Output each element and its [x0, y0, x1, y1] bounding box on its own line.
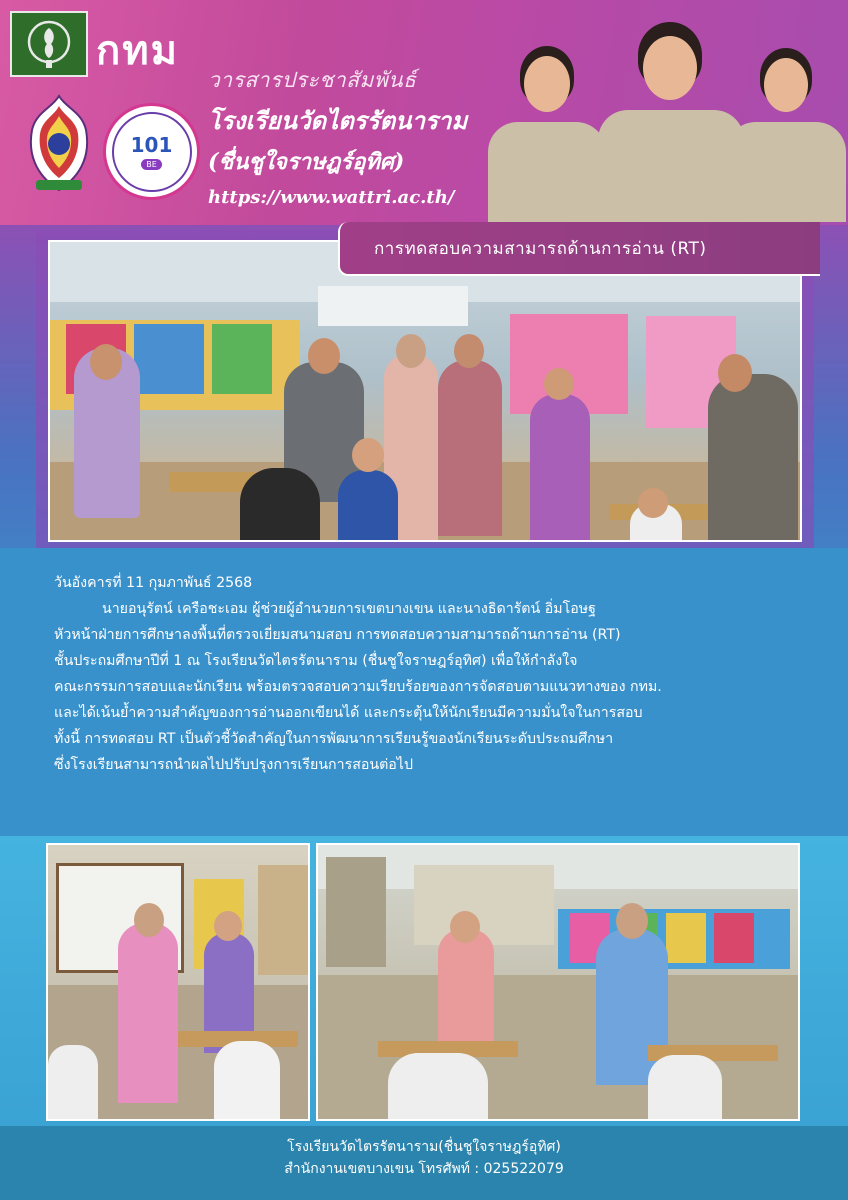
- project-logo-inner: [112, 112, 192, 192]
- title-block: [208, 64, 467, 208]
- school-name: โรงเรียนวัดไตรรัตนาราม: [208, 106, 468, 135]
- article-line: ทั้งนี้ การทดสอบ RT เป็นตัวชี้วัดสำคัญในการพัฒนาการเรียนรู้ของนักเรียนระดับประถมศึกษา: [54, 731, 614, 747]
- article-line: และได้เน้นย้ำความสำคัญของการอ่านออกเขียนได้ และกระตุ้นให้นักเรียนมีความมั่นใจในการสอบ: [54, 705, 643, 721]
- main-photo-classroom-visit: [48, 240, 802, 542]
- staff-portrait-center: [598, 22, 744, 222]
- project-logo-badge: BE: [141, 159, 162, 170]
- emblem-icon: [25, 18, 73, 70]
- topic-banner: การทดสอบความสามารถด้านการอ่าน (RT): [338, 222, 820, 276]
- newsletter-title: วารสารประชาสัมพันธ์: [208, 68, 417, 92]
- article-line: หัวหน้าฝ่ายการศึกษาลงพื้นที่ตรวจเยี่ยมสนามสอบ การทดสอบความสามารถด้านการอ่าน (RT): [54, 627, 621, 643]
- staff-portraits: [486, 22, 848, 222]
- article-line: นายอนุรัตน์ เครือชะเอม ผู้ช่วยผู้อำนวยการเขตบางเขน และนางธิดารัตน์ อิ่มโอษฐ: [102, 601, 596, 617]
- school-logo: [22, 94, 96, 196]
- staff-portrait-right: [726, 36, 846, 222]
- org-abbreviation: กทม: [96, 28, 179, 74]
- school-subname: (ชื่นชูใจราษฎร์อุทิศ): [208, 149, 405, 175]
- school-website-link[interactable]: https://www.wattri.ac.th/: [208, 187, 455, 208]
- footer-school-name: โรงเรียนวัดไตรรัตนาราม(ชื่นชูใจราษฎร์อุทิศ): [287, 1139, 561, 1155]
- article-text: [54, 570, 814, 778]
- article-line: ซึ่งโรงเรียนสามารถนำผลไปปรับปรุงการเรียนการสอนต่อไป: [54, 757, 413, 773]
- photo-exam-room-right: [316, 843, 800, 1121]
- staff-portrait-left: [488, 32, 606, 222]
- footer: [0, 1126, 848, 1200]
- bma-emblem-logo: [10, 11, 88, 77]
- article-line: ชั้นประถมศึกษาปีที่ 1 ณ โรงเรียนวัดไตรรัตนาราม (ชื่นชูใจราษฎร์อุทิศ) เพื่อให้กำลังใจ: [54, 653, 578, 669]
- article-date: วันอังคารที่ 11 กุมภาพันธ์ 2568: [54, 575, 253, 591]
- project-logo-number: 101: [130, 133, 173, 157]
- footer-contact: สำนักงานเขตบางเขน โทรศัพท์ : 025522079: [284, 1161, 564, 1177]
- article-line: คณะกรรมการสอบและนักเรียน พร้อมตรวจสอบความเรียบร้อยของการจัดสอบตามแนวทางของ กทม.: [54, 679, 662, 695]
- photo-exam-room-left: [46, 843, 310, 1121]
- project-logo: [103, 103, 200, 200]
